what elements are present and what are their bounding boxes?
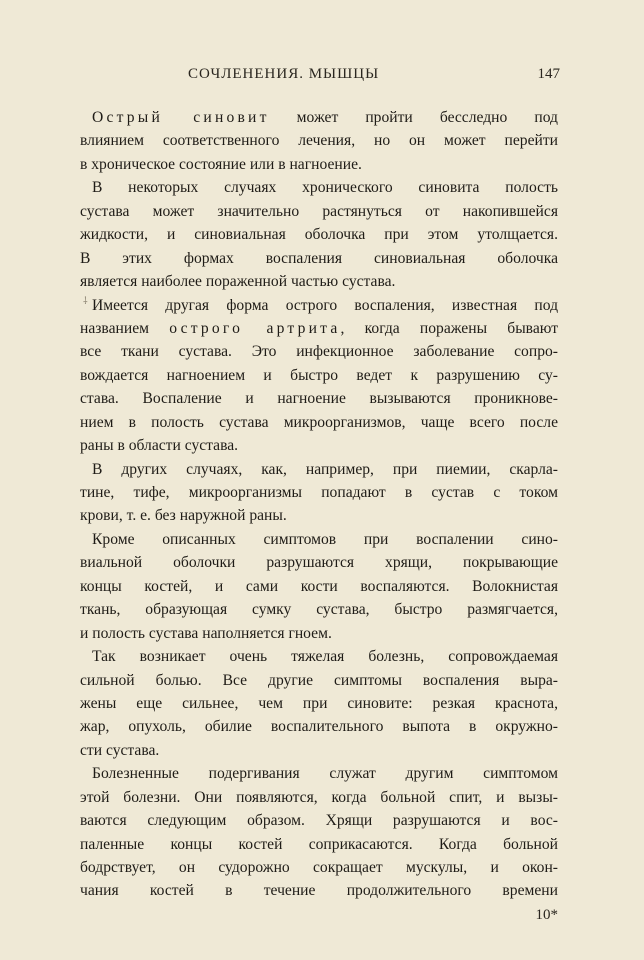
- text-line: ткань, образующая сумку сустава, быстро размягчается,: [80, 601, 558, 619]
- text-line: все ткани сустава. Это инфекционное заболевание сопро-: [80, 343, 558, 361]
- paragraph: [80, 528, 558, 645]
- text-line: В некоторых случаях хронического синовита полость: [92, 179, 558, 197]
- text-line: Острый синовит может пройти бесследно под: [92, 109, 558, 126]
- text-line: названием острого артрита, когда поражены бывают: [80, 319, 559, 337]
- text-line: жар, опухоль, обилие воспалительного выпота в окружно-: [80, 718, 558, 736]
- spaced-term: Острый синовит: [92, 109, 270, 126]
- text-line: является наиболее пораженной частью сустава.: [80, 273, 396, 291]
- text-line: сильной болью. Все другие симптомы воспаления выра-: [80, 671, 558, 689]
- text-line: крови, т. е. без наружной раны.: [80, 507, 287, 525]
- text-line: сустава может значительно растянуться от накопившейся: [80, 202, 558, 220]
- paragraph: [80, 762, 558, 903]
- text-line: ваются следующим образом. Хрящи разрушаются и вос-: [80, 812, 558, 830]
- text-line: Так возникает очень тяжелая болезнь, сопровождаемая: [92, 648, 558, 666]
- text-line: става. Воспаление и нагноение вызываются проникнове-: [80, 390, 558, 408]
- text-line: концы костей, и сами кости воспаляются. Волокнистая: [80, 577, 558, 595]
- text-line: паленные концы костей соприкасаются. Когда больной: [80, 835, 558, 853]
- text-line: Болезненные подергивания служат другим симптомом: [92, 765, 558, 783]
- text-line: в хроническое состояние или в нагноение.: [80, 155, 362, 173]
- text-line: нием в полость сустава микроорганизмов, чаще всего после: [80, 413, 558, 431]
- running-title: СОЧЛЕНЕНИЯ. МЫШЦЫ: [188, 66, 380, 82]
- text-line: сти сустава.: [80, 741, 160, 759]
- text-line: тине, тифе, микроорганизмы попадают в сустав с током: [80, 484, 558, 501]
- text-line: Кроме описанных симптомов при воспалении сино-: [92, 530, 558, 548]
- text-line: и полость сустава наполняется гноем.: [80, 624, 332, 642]
- paragraph: [80, 645, 558, 762]
- paragraph: [80, 294, 558, 458]
- text-line: жены еще сильнее, чем при синовите: резкая краснота,: [80, 694, 558, 712]
- text-line: виальной оболочки разрушаются хрящи, покрывающие: [80, 554, 558, 572]
- text-line: чания костей в течение продолжительного времени: [80, 882, 558, 900]
- text-line: бодрствует, он судорожно сокращает мускулы, и окон-: [80, 859, 558, 876]
- paragraph: [80, 106, 558, 176]
- text-line: влиянием соответственного лечения, но он может перейти: [80, 132, 558, 150]
- signature-mark: 10*: [535, 907, 558, 923]
- body-text: [80, 106, 558, 903]
- text-line: В других случаях, как, например, при пиемии, скарла-: [92, 460, 558, 478]
- spaced-term: острого артрита: [169, 319, 341, 337]
- paragraph: [80, 176, 558, 293]
- running-head: [80, 66, 560, 90]
- margin-mark: ⸸: [83, 296, 88, 307]
- text-line: вождается нагноением и быстро ведет к разрушению су-: [80, 366, 558, 384]
- text-line: В этих формах воспаления синовиальная оболочка: [80, 249, 558, 267]
- text-line: раны в области сустава.: [80, 437, 239, 455]
- text-line: этой болезни. Они появляются, когда больной спит, и вызы-: [80, 788, 558, 806]
- text-line: Имеется другая форма острого воспаления, известная под: [92, 296, 558, 314]
- text-line: жидкости, и синовиальная оболочка при этом утолщается.: [80, 226, 558, 244]
- paragraph: [80, 458, 558, 528]
- page-number: 147: [537, 66, 560, 82]
